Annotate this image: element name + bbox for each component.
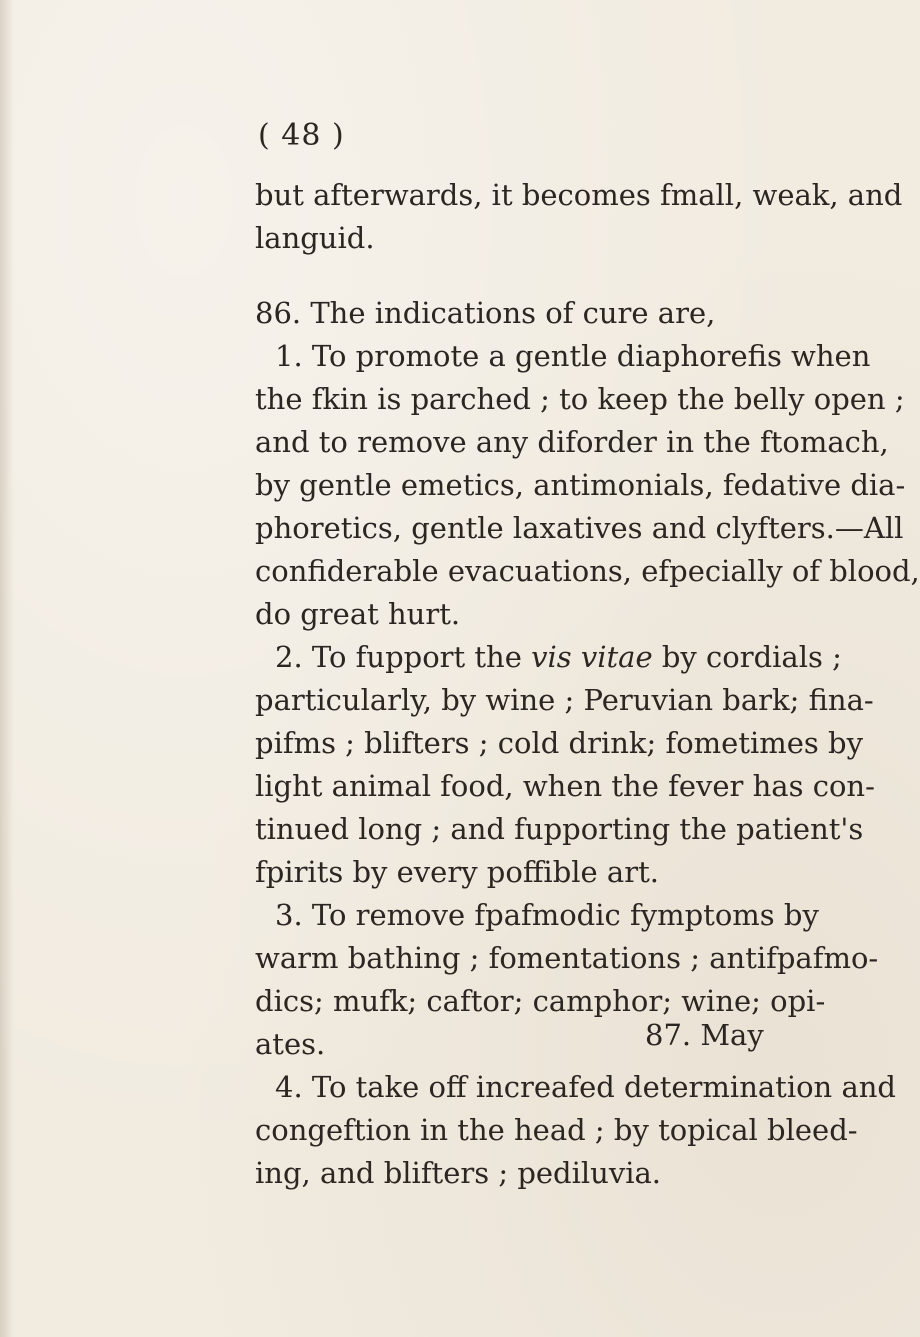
page-number: ( 48 ) bbox=[258, 118, 345, 153]
text-line: tinued long ; and fupporting the patient's bbox=[255, 812, 864, 846]
page-edge-shadow bbox=[0, 0, 14, 1337]
text-line: do great hurt. bbox=[255, 597, 461, 631]
text-segment: by cordials ; bbox=[652, 640, 842, 674]
text-line: 1. To promote a gentle diaphorefis when bbox=[275, 339, 871, 373]
text-line: congeftion in the head ; by topical bleed- bbox=[255, 1113, 858, 1147]
text-line: particularly, by wine ; Peruvian bark; fina- bbox=[255, 683, 874, 717]
text-line: warm bathing ; fomentations ; antifpafmo- bbox=[255, 941, 879, 975]
text-line: 3. To remove fpafmodic fymptoms by bbox=[275, 898, 819, 932]
text-line: fpirits by every poffible art. bbox=[255, 855, 659, 889]
text-segment: 2. To fupport the bbox=[275, 640, 532, 674]
text-line: pifms ; blifters ; cold drink; fometimes by bbox=[255, 726, 863, 760]
text-line: and to remove any diforder in the ftomach, bbox=[255, 425, 889, 459]
text-line: dics; mufk; caftor; camphor; wine; opi- bbox=[255, 984, 826, 1018]
section-heading-86: 86. The indications of cure are, bbox=[255, 296, 716, 330]
text-line: light animal food, when the fever has con- bbox=[255, 769, 875, 803]
paragraph-gap bbox=[255, 260, 795, 292]
text-line: phoretics, gentle laxatives and clyfters.—All bbox=[255, 511, 904, 545]
text-line: but afterwards, it becomes fmall, weak, and bbox=[255, 178, 903, 212]
text-line: by gentle emetics, antimonials, fedative dia- bbox=[255, 468, 906, 502]
text-line bbox=[255, 636, 842, 679]
latin-phrase: vis vitae bbox=[531, 640, 653, 674]
catchword: 87. May bbox=[645, 1018, 764, 1052]
text-line: languid. bbox=[255, 221, 375, 255]
text-line: 4. To take off increafed determination and bbox=[275, 1070, 896, 1104]
text-line: ates. bbox=[255, 1027, 326, 1061]
text-line: confiderable evacuations, efpecially of blood, bbox=[255, 554, 920, 588]
text-line: ing, and blifters ; pediluvia. bbox=[255, 1156, 661, 1190]
text-line: the fkin is parched ; to keep the belly open ; bbox=[255, 382, 905, 416]
